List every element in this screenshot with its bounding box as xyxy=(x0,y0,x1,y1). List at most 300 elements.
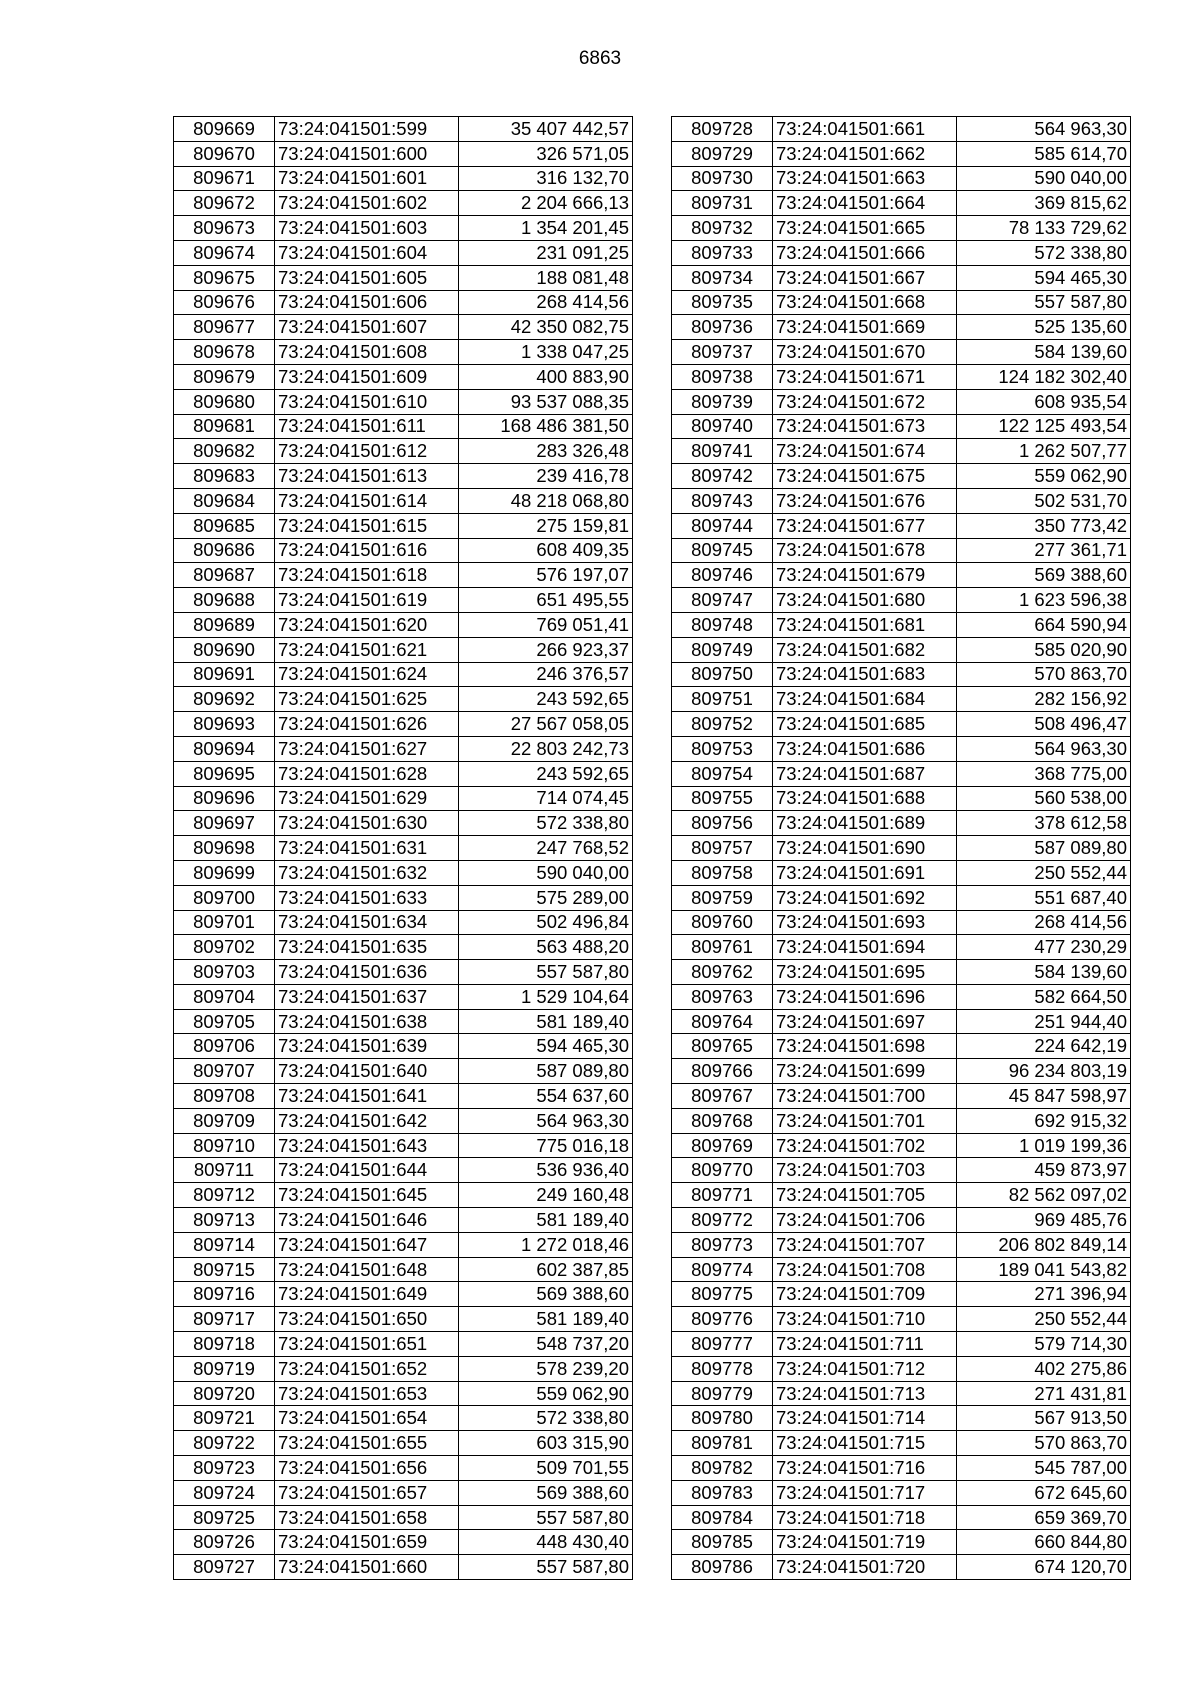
value-cell: 27 567 058,05 xyxy=(459,712,633,737)
value-cell: 350 773,42 xyxy=(957,513,1131,538)
record-number-cell: 809723 xyxy=(174,1456,275,1481)
cadastral-number-cell: 73:24:041501:642 xyxy=(275,1108,459,1133)
value-cell: 508 496,47 xyxy=(957,712,1131,737)
record-number-cell: 809738 xyxy=(672,364,773,389)
value-cell: 587 089,80 xyxy=(459,1059,633,1084)
table-row xyxy=(174,1381,633,1406)
cadastral-number-cell: 73:24:041501:638 xyxy=(275,1009,459,1034)
cadastral-number-cell: 73:24:041501:715 xyxy=(773,1431,957,1456)
table-row xyxy=(672,836,1131,861)
record-number-cell: 809706 xyxy=(174,1034,275,1059)
record-number-cell: 809741 xyxy=(672,439,773,464)
table-row xyxy=(672,1133,1131,1158)
table-row xyxy=(174,984,633,1009)
value-cell: 22 803 242,73 xyxy=(459,736,633,761)
record-number-cell: 809784 xyxy=(672,1505,773,1530)
cadastral-number-cell: 73:24:041501:669 xyxy=(773,315,957,340)
cadastral-number-cell: 73:24:041501:645 xyxy=(275,1183,459,1208)
table-row xyxy=(672,786,1131,811)
cadastral-number-cell: 73:24:041501:633 xyxy=(275,885,459,910)
value-cell: 82 562 097,02 xyxy=(957,1183,1131,1208)
value-cell: 282 156,92 xyxy=(957,687,1131,712)
table-row xyxy=(174,885,633,910)
table-row xyxy=(174,1332,633,1357)
cadastral-number-cell: 73:24:041501:654 xyxy=(275,1406,459,1431)
value-cell: 536 936,40 xyxy=(459,1158,633,1183)
table-row xyxy=(174,960,633,985)
record-number-cell: 809756 xyxy=(672,811,773,836)
table-row xyxy=(672,1208,1131,1233)
cadastral-number-cell: 73:24:041501:685 xyxy=(773,712,957,737)
record-number-cell: 809748 xyxy=(672,612,773,637)
record-number-cell: 809702 xyxy=(174,935,275,960)
cadastral-number-cell: 73:24:041501:650 xyxy=(275,1307,459,1332)
record-number-cell: 809680 xyxy=(174,389,275,414)
table-row xyxy=(672,910,1131,935)
value-cell: 672 645,60 xyxy=(957,1480,1131,1505)
table-row xyxy=(672,860,1131,885)
value-cell: 35 407 442,57 xyxy=(459,117,633,142)
record-number-cell: 809698 xyxy=(174,836,275,861)
record-number-cell: 809772 xyxy=(672,1208,773,1233)
value-cell: 525 135,60 xyxy=(957,315,1131,340)
record-number-cell: 809760 xyxy=(672,910,773,935)
cadastral-number-cell: 73:24:041501:688 xyxy=(773,786,957,811)
record-number-cell: 809726 xyxy=(174,1530,275,1555)
cadastral-number-cell: 73:24:041501:604 xyxy=(275,240,459,265)
cadastral-number-cell: 73:24:041501:673 xyxy=(773,414,957,439)
record-number-cell: 809782 xyxy=(672,1456,773,1481)
cadastral-number-cell: 73:24:041501:720 xyxy=(773,1555,957,1580)
cadastral-number-cell: 73:24:041501:620 xyxy=(275,612,459,637)
table-row xyxy=(174,910,633,935)
cadastral-number-cell: 73:24:041501:637 xyxy=(275,984,459,1009)
record-number-cell: 809763 xyxy=(672,984,773,1009)
cadastral-number-cell: 73:24:041501:719 xyxy=(773,1530,957,1555)
value-cell: 563 488,20 xyxy=(459,935,633,960)
cadastral-number-cell: 73:24:041501:682 xyxy=(773,637,957,662)
value-cell: 545 787,00 xyxy=(957,1456,1131,1481)
value-cell: 78 133 729,62 xyxy=(957,216,1131,241)
value-cell: 1 019 199,36 xyxy=(957,1133,1131,1158)
cadastral-number-cell: 73:24:041501:672 xyxy=(773,389,957,414)
cadastral-number-cell: 73:24:041501:640 xyxy=(275,1059,459,1084)
cadastral-number-cell: 73:24:041501:665 xyxy=(773,216,957,241)
table-row xyxy=(672,612,1131,637)
cadastral-number-cell: 73:24:041501:676 xyxy=(773,488,957,513)
value-cell: 231 091,25 xyxy=(459,240,633,265)
cadastral-number-cell: 73:24:041501:639 xyxy=(275,1034,459,1059)
record-number-cell: 809768 xyxy=(672,1108,773,1133)
table-row xyxy=(672,736,1131,761)
record-number-cell: 809739 xyxy=(672,389,773,414)
cadastral-number-cell: 73:24:041501:701 xyxy=(773,1108,957,1133)
value-cell: 557 587,80 xyxy=(459,960,633,985)
table-row xyxy=(174,860,633,885)
value-cell: 714 074,45 xyxy=(459,786,633,811)
table-row xyxy=(672,1307,1131,1332)
value-cell: 575 289,00 xyxy=(459,885,633,910)
table-row xyxy=(672,761,1131,786)
cadastral-number-cell: 73:24:041501:629 xyxy=(275,786,459,811)
value-cell: 559 062,90 xyxy=(459,1381,633,1406)
table-row xyxy=(174,513,633,538)
cadastral-number-cell: 73:24:041501:684 xyxy=(773,687,957,712)
record-number-cell: 809762 xyxy=(672,960,773,985)
record-number-cell: 809773 xyxy=(672,1232,773,1257)
right-table-body xyxy=(672,117,1131,1580)
cadastral-number-cell: 73:24:041501:708 xyxy=(773,1257,957,1282)
cadastral-number-cell: 73:24:041501:632 xyxy=(275,860,459,885)
value-cell: 570 863,70 xyxy=(957,1431,1131,1456)
table-row xyxy=(672,1282,1131,1307)
left-table-body xyxy=(174,117,633,1580)
value-cell: 124 182 302,40 xyxy=(957,364,1131,389)
cadastral-number-cell: 73:24:041501:659 xyxy=(275,1530,459,1555)
cadastral-number-cell: 73:24:041501:706 xyxy=(773,1208,957,1233)
record-number-cell: 809743 xyxy=(672,488,773,513)
table-row xyxy=(672,488,1131,513)
value-cell: 477 230,29 xyxy=(957,935,1131,960)
cadastral-number-cell: 73:24:041501:603 xyxy=(275,216,459,241)
record-number-cell: 809724 xyxy=(174,1480,275,1505)
record-number-cell: 809721 xyxy=(174,1406,275,1431)
cadastral-number-cell: 73:24:041501:635 xyxy=(275,935,459,960)
value-cell: 674 120,70 xyxy=(957,1555,1131,1580)
value-cell: 551 687,40 xyxy=(957,885,1131,910)
table-row xyxy=(672,1505,1131,1530)
record-number-cell: 809705 xyxy=(174,1009,275,1034)
record-number-cell: 809776 xyxy=(672,1307,773,1332)
cadastral-number-cell: 73:24:041501:695 xyxy=(773,960,957,985)
record-number-cell: 809732 xyxy=(672,216,773,241)
value-cell: 608 935,54 xyxy=(957,389,1131,414)
record-number-cell: 809714 xyxy=(174,1232,275,1257)
record-number-cell: 809691 xyxy=(174,662,275,687)
value-cell: 271 396,94 xyxy=(957,1282,1131,1307)
value-cell: 93 537 088,35 xyxy=(459,389,633,414)
cadastral-number-cell: 73:24:041501:691 xyxy=(773,860,957,885)
value-cell: 326 571,05 xyxy=(459,141,633,166)
table-row xyxy=(174,166,633,191)
value-cell: 564 963,30 xyxy=(459,1108,633,1133)
table-row xyxy=(174,687,633,712)
record-number-cell: 809716 xyxy=(174,1282,275,1307)
cadastral-number-cell: 73:24:041501:717 xyxy=(773,1480,957,1505)
cadastral-number-cell: 73:24:041501:627 xyxy=(275,736,459,761)
value-cell: 581 189,40 xyxy=(459,1307,633,1332)
value-cell: 189 041 543,82 xyxy=(957,1257,1131,1282)
table-row xyxy=(672,1257,1131,1282)
table-row xyxy=(672,141,1131,166)
cadastral-number-cell: 73:24:041501:696 xyxy=(773,984,957,1009)
record-number-cell: 809669 xyxy=(174,117,275,142)
cadastral-number-cell: 73:24:041501:710 xyxy=(773,1307,957,1332)
value-cell: 283 326,48 xyxy=(459,439,633,464)
value-cell: 48 218 068,80 xyxy=(459,488,633,513)
table-row xyxy=(174,736,633,761)
value-cell: 569 388,60 xyxy=(957,563,1131,588)
table-row xyxy=(174,1158,633,1183)
table-row xyxy=(174,1406,633,1431)
value-cell: 1 529 104,64 xyxy=(459,984,633,1009)
cadastral-number-cell: 73:24:041501:625 xyxy=(275,687,459,712)
table-row xyxy=(672,960,1131,985)
table-row xyxy=(174,340,633,365)
table-row xyxy=(672,662,1131,687)
page-number: 6863 xyxy=(578,48,622,69)
value-cell: 584 139,60 xyxy=(957,960,1131,985)
cadastral-number-cell: 73:24:041501:667 xyxy=(773,265,957,290)
table-row xyxy=(174,1431,633,1456)
record-number-cell: 809704 xyxy=(174,984,275,1009)
value-cell: 692 915,32 xyxy=(957,1108,1131,1133)
record-number-cell: 809684 xyxy=(174,488,275,513)
table-row xyxy=(174,191,633,216)
value-cell: 1 338 047,25 xyxy=(459,340,633,365)
record-number-cell: 809718 xyxy=(174,1332,275,1357)
table-row xyxy=(672,1084,1131,1109)
record-number-cell: 809686 xyxy=(174,538,275,563)
value-cell: 378 612,58 xyxy=(957,811,1131,836)
value-cell: 585 020,90 xyxy=(957,637,1131,662)
table-row xyxy=(672,1406,1131,1431)
cadastral-number-cell: 73:24:041501:674 xyxy=(773,439,957,464)
table-row xyxy=(672,1480,1131,1505)
record-number-cell: 809711 xyxy=(174,1158,275,1183)
cadastral-number-cell: 73:24:041501:699 xyxy=(773,1059,957,1084)
record-number-cell: 809671 xyxy=(174,166,275,191)
record-number-cell: 809689 xyxy=(174,612,275,637)
table-row xyxy=(174,1009,633,1034)
value-cell: 250 552,44 xyxy=(957,1307,1131,1332)
cadastral-number-cell: 73:24:041501:643 xyxy=(275,1133,459,1158)
value-cell: 557 587,80 xyxy=(957,290,1131,315)
record-number-cell: 809749 xyxy=(672,637,773,662)
value-cell: 369 815,62 xyxy=(957,191,1131,216)
record-number-cell: 809786 xyxy=(672,1555,773,1580)
cadastral-number-cell: 73:24:041501:661 xyxy=(773,117,957,142)
cadastral-number-cell: 73:24:041501:663 xyxy=(773,166,957,191)
record-number-cell: 809707 xyxy=(174,1059,275,1084)
value-cell: 570 863,70 xyxy=(957,662,1131,687)
record-number-cell: 809771 xyxy=(672,1183,773,1208)
table-row xyxy=(672,290,1131,315)
record-number-cell: 809677 xyxy=(174,315,275,340)
table-row xyxy=(672,1232,1131,1257)
cadastral-number-cell: 73:24:041501:692 xyxy=(773,885,957,910)
record-number-cell: 809703 xyxy=(174,960,275,985)
record-number-cell: 809722 xyxy=(174,1431,275,1456)
cadastral-number-cell: 73:24:041501:697 xyxy=(773,1009,957,1034)
record-number-cell: 809728 xyxy=(672,117,773,142)
table-row xyxy=(672,216,1131,241)
value-cell: 659 369,70 xyxy=(957,1505,1131,1530)
record-number-cell: 809672 xyxy=(174,191,275,216)
cadastral-number-cell: 73:24:041501:608 xyxy=(275,340,459,365)
value-cell: 459 873,97 xyxy=(957,1158,1131,1183)
cadastral-number-cell: 73:24:041501:648 xyxy=(275,1257,459,1282)
table-row xyxy=(672,984,1131,1009)
cadastral-number-cell: 73:24:041501:689 xyxy=(773,811,957,836)
value-cell: 557 587,80 xyxy=(459,1505,633,1530)
record-number-cell: 809695 xyxy=(174,761,275,786)
value-cell: 775 016,18 xyxy=(459,1133,633,1158)
cadastral-number-cell: 73:24:041501:686 xyxy=(773,736,957,761)
cadastral-number-cell: 73:24:041501:709 xyxy=(773,1282,957,1307)
cadastral-number-cell: 73:24:041501:644 xyxy=(275,1158,459,1183)
value-cell: 275 159,81 xyxy=(459,513,633,538)
value-cell: 266 923,37 xyxy=(459,637,633,662)
cadastral-number-cell: 73:24:041501:636 xyxy=(275,960,459,985)
value-cell: 569 388,60 xyxy=(459,1282,633,1307)
cadastral-number-cell: 73:24:041501:609 xyxy=(275,364,459,389)
record-number-cell: 809745 xyxy=(672,538,773,563)
cadastral-number-cell: 73:24:041501:707 xyxy=(773,1232,957,1257)
value-cell: 572 338,80 xyxy=(459,811,633,836)
record-number-cell: 809731 xyxy=(672,191,773,216)
record-number-cell: 809719 xyxy=(174,1356,275,1381)
table-row xyxy=(174,1282,633,1307)
cadastral-number-cell: 73:24:041501:606 xyxy=(275,290,459,315)
record-number-cell: 809755 xyxy=(672,786,773,811)
table-row xyxy=(672,1158,1131,1183)
value-cell: 400 883,90 xyxy=(459,364,633,389)
table-row xyxy=(174,265,633,290)
cadastral-number-cell: 73:24:041501:605 xyxy=(275,265,459,290)
table-row xyxy=(672,811,1131,836)
table-row xyxy=(672,117,1131,142)
value-cell: 579 714,30 xyxy=(957,1332,1131,1357)
table-row xyxy=(174,1307,633,1332)
record-number-cell: 809754 xyxy=(672,761,773,786)
table-row xyxy=(672,414,1131,439)
value-cell: 224 642,19 xyxy=(957,1034,1131,1059)
cadastral-number-cell: 73:24:041501:678 xyxy=(773,538,957,563)
value-cell: 660 844,80 xyxy=(957,1530,1131,1555)
table-row xyxy=(174,836,633,861)
cadastral-number-cell: 73:24:041501:624 xyxy=(275,662,459,687)
record-number-cell: 809774 xyxy=(672,1257,773,1282)
cadastral-number-cell: 73:24:041501:671 xyxy=(773,364,957,389)
cadastral-number-cell: 73:24:041501:664 xyxy=(773,191,957,216)
value-cell: 402 275,86 xyxy=(957,1356,1131,1381)
table-row xyxy=(174,1456,633,1481)
record-number-cell: 809683 xyxy=(174,464,275,489)
cadastral-number-cell: 73:24:041501:714 xyxy=(773,1406,957,1431)
value-cell: 45 847 598,97 xyxy=(957,1084,1131,1109)
table-row xyxy=(672,1034,1131,1059)
table-row xyxy=(672,1332,1131,1357)
record-number-cell: 809685 xyxy=(174,513,275,538)
value-cell: 590 040,00 xyxy=(459,860,633,885)
table-row xyxy=(672,1059,1131,1084)
right-table xyxy=(671,116,1131,1580)
value-cell: 603 315,90 xyxy=(459,1431,633,1456)
record-number-cell: 809767 xyxy=(672,1084,773,1109)
cadastral-number-cell: 73:24:041501:601 xyxy=(275,166,459,191)
record-number-cell: 809725 xyxy=(174,1505,275,1530)
value-cell: 249 160,48 xyxy=(459,1183,633,1208)
table-row xyxy=(672,935,1131,960)
record-number-cell: 809777 xyxy=(672,1332,773,1357)
table-row xyxy=(672,1356,1131,1381)
cadastral-number-cell: 73:24:041501:683 xyxy=(773,662,957,687)
cadastral-number-cell: 73:24:041501:687 xyxy=(773,761,957,786)
value-cell: 247 768,52 xyxy=(459,836,633,861)
value-cell: 548 737,20 xyxy=(459,1332,633,1357)
table-row xyxy=(672,687,1131,712)
value-cell: 122 125 493,54 xyxy=(957,414,1131,439)
table-row xyxy=(672,1381,1131,1406)
table-row xyxy=(174,439,633,464)
record-number-cell: 809757 xyxy=(672,836,773,861)
cadastral-number-cell: 73:24:041501:621 xyxy=(275,637,459,662)
value-cell: 502 531,70 xyxy=(957,488,1131,513)
table-row xyxy=(672,340,1131,365)
cadastral-number-cell: 73:24:041501:618 xyxy=(275,563,459,588)
value-cell: 268 414,56 xyxy=(957,910,1131,935)
cadastral-number-cell: 73:24:041501:658 xyxy=(275,1505,459,1530)
cadastral-number-cell: 73:24:041501:649 xyxy=(275,1282,459,1307)
record-number-cell: 809709 xyxy=(174,1108,275,1133)
record-number-cell: 809780 xyxy=(672,1406,773,1431)
table-row xyxy=(174,1183,633,1208)
record-number-cell: 809692 xyxy=(174,687,275,712)
value-cell: 560 538,00 xyxy=(957,786,1131,811)
record-number-cell: 809674 xyxy=(174,240,275,265)
table-row xyxy=(174,117,633,142)
cadastral-number-cell: 73:24:041501:703 xyxy=(773,1158,957,1183)
value-cell: 42 350 082,75 xyxy=(459,315,633,340)
cadastral-number-cell: 73:24:041501:675 xyxy=(773,464,957,489)
record-number-cell: 809753 xyxy=(672,736,773,761)
cadastral-number-cell: 73:24:041501:653 xyxy=(275,1381,459,1406)
value-cell: 250 552,44 xyxy=(957,860,1131,885)
table-row xyxy=(174,1480,633,1505)
record-number-cell: 809675 xyxy=(174,265,275,290)
record-number-cell: 809740 xyxy=(672,414,773,439)
table-row xyxy=(672,464,1131,489)
cadastral-number-cell: 73:24:041501:615 xyxy=(275,513,459,538)
table-row xyxy=(174,414,633,439)
cadastral-number-cell: 73:24:041501:660 xyxy=(275,1555,459,1580)
cadastral-number-cell: 73:24:041501:619 xyxy=(275,588,459,613)
record-number-cell: 809759 xyxy=(672,885,773,910)
cadastral-number-cell: 73:24:041501:668 xyxy=(773,290,957,315)
value-cell: 564 963,30 xyxy=(957,117,1131,142)
cadastral-number-cell: 73:24:041501:613 xyxy=(275,464,459,489)
value-cell: 96 234 803,19 xyxy=(957,1059,1131,1084)
table-row xyxy=(672,1183,1131,1208)
record-number-cell: 809764 xyxy=(672,1009,773,1034)
value-cell: 594 465,30 xyxy=(957,265,1131,290)
cadastral-number-cell: 73:24:041501:634 xyxy=(275,910,459,935)
table-row xyxy=(672,315,1131,340)
value-cell: 316 132,70 xyxy=(459,166,633,191)
table-row xyxy=(672,240,1131,265)
table-row xyxy=(174,389,633,414)
cadastral-number-cell: 73:24:041501:626 xyxy=(275,712,459,737)
record-number-cell: 809783 xyxy=(672,1480,773,1505)
cadastral-number-cell: 73:24:041501:681 xyxy=(773,612,957,637)
table-row xyxy=(174,612,633,637)
value-cell: 557 587,80 xyxy=(459,1555,633,1580)
table-row xyxy=(174,1257,633,1282)
cadastral-number-cell: 73:24:041501:677 xyxy=(773,513,957,538)
record-number-cell: 809681 xyxy=(174,414,275,439)
value-cell: 239 416,78 xyxy=(459,464,633,489)
